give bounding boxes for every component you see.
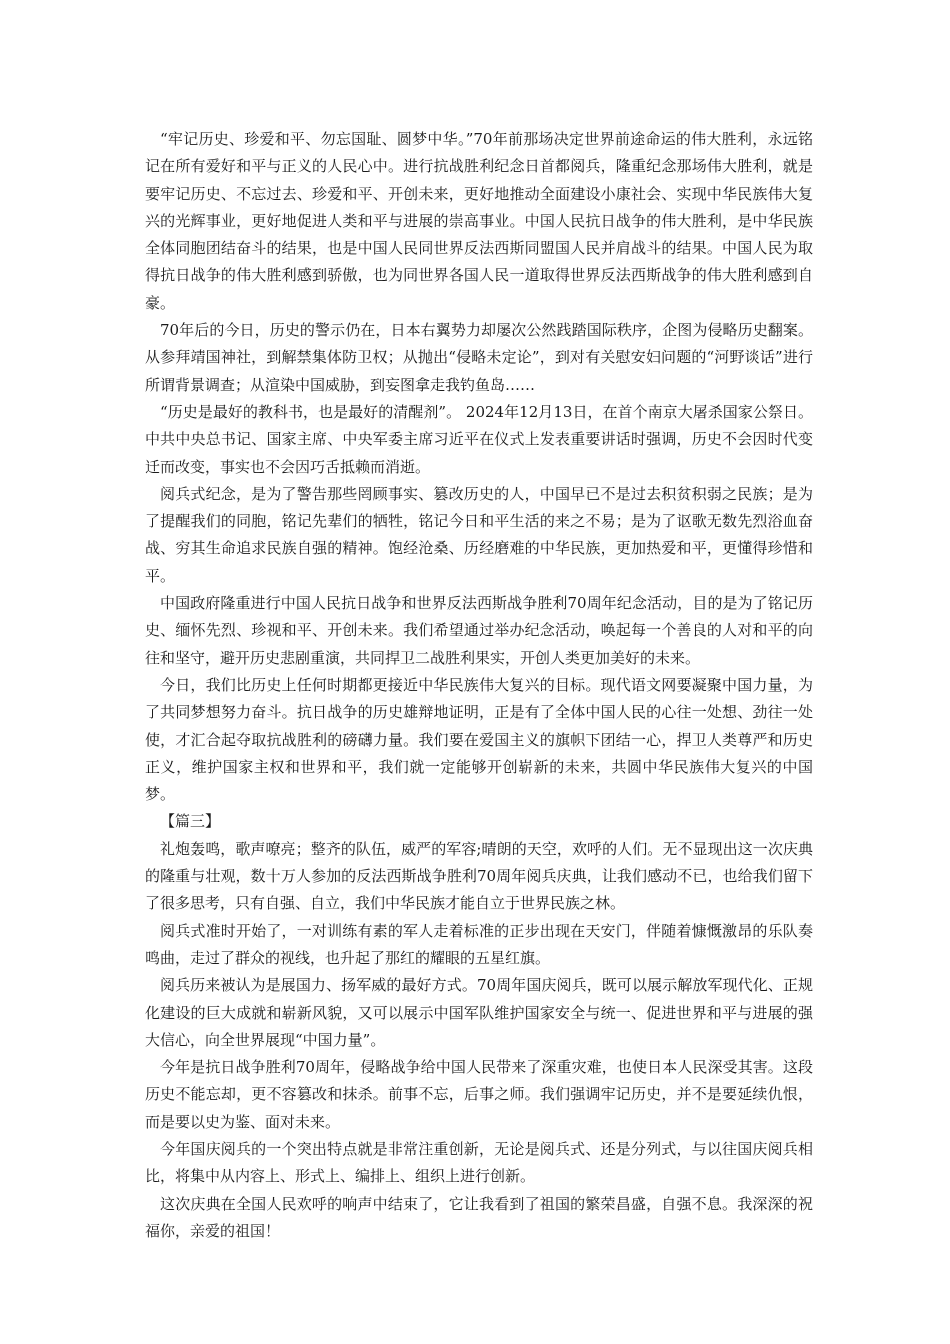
paragraph-parade-significance: 阅兵历来被认为是展国力、扬军威的最好方式。70周年国庆阅兵，既可以展示解放军现代化、正规化建设的巨大成就和崭新风貌，又可以展示中国军队维护国家安全与统一、促进世界和平与进展的强大信心，向全世界展现“中国力量”。 xyxy=(145,976,813,1049)
paragraph-parade-innovation: 今年国庆阅兵的一个突出特点就是非常注重创新，无论是阅兵式、还是分列式，与以往国庆阅兵相比，将集中从内容上、形式上、编排上、组织上进行创新。 xyxy=(145,1139,813,1186)
paragraph-closing-blessing: 这次庆典在全国人民欢呼的响声中结束了，它让我看到了祖国的繁荣昌盛，自强不息。我深深的祝福你，亲爱的祖国！ xyxy=(145,1194,813,1240)
paragraph-historical-warning: 70年后的今日，历史的警示仍在，日本右翼势力却屡次公然践踏国际秩序，企图为侵略历史翻案。从参拜靖国神社，到解禁集体防卫权；从抛出“侵略未定论”，到对有关慰安妇问题的“河野谈话”进行所谓背景调查；从渲染中国威胁，到妄图拿走我钓鱼岛…… xyxy=(145,321,813,394)
section-heading: 【篇三】 xyxy=(160,812,221,831)
paragraph-anniversary-intro: “牢记历史、珍爱和平、勿忘国耻、圆梦中华。”70年前那场决定世界前途命运的伟大胜利，永远铭记在所有爱好和平与正义的人民心中。进行抗战胜利纪念日首都阅兵，隆重纪念那场伟大胜利，就是要牢记历史、不忘过去、珍爱和平、开创未来，更好地推动全面建设小康社会、实现中华民族伟大复兴的光辉事业，更好地促进人类和平与进展的崇高事业。中国人民抗日战争的伟大胜利，是中华民族全体同胞团结奋斗的结果，也是中国人民同世界反法西斯同盟国人民并肩战斗的结果。中国人民为取得抗日战争的伟大胜利感到骄傲，也为同世界各国人民一道取得世界反法西斯战争的伟大胜利感到自豪。 xyxy=(145,130,813,312)
paragraph-remember-history: 今年是抗日战争胜利70周年，侵略战争给中国人民带来了深重灾难，也使日本人民深受其害。这段历史不能忘却，更不容篡改和抹杀。前事不忘，后事之师。我们强调牢记历史，并不是要延续仇恨，而是要以史为鉴、面对未来。 xyxy=(145,1058,813,1131)
paragraph-national-rejuvenation: 今日，我们比历史上任何时期都更接近中华民族伟大复兴的目标。现代语文网要凝聚中国力量，为了共同梦想努力奋斗。抗日战争的历史雄辩地证明，正是有了全体中国人民的心往一处想、劲往一处使，才汇合起夺取抗战胜利的磅礴力量。我们要在爱国主义的旗帜下团结一心，捍卫人类尊严和历史正义，维护国家主权和世界和平，我们就一定能够开创崭新的未来，共圆中华民族伟大复兴的中国梦。 xyxy=(145,675,813,804)
paragraph-salute-ceremony: 礼炮轰鸣，歌声嘹亮；整齐的队伍，威严的军容;晴朗的天空，欢呼的人们。无不显现出这一次庆典的隆重与壮观，数十万人参加的反法西斯战争胜利70周年阅兵庆典，让我们感动不已，也给我们留下了很多思考，只有自强、自立，我们中华民族才能自立于世界民族之林。 xyxy=(145,839,813,913)
document-page xyxy=(145,126,813,1245)
paragraph-parade-begins: 阅兵式准时开始了，一对训练有素的军人走着标准的正步出现在天安门，伴随着慷慨激昂的乐队奏鸣曲，走过了群众的视线，也升起了那红的耀眼的五星红旗。 xyxy=(145,921,813,967)
paragraph-parade-purpose: 阅兵式纪念，是为了警告那些罔顾事实、篡改历史的人，中国早已不是过去积贫积弱之民族；是为了提醒我们的同胞，铭记先辈们的牺牲，铭记今日和平生活的来之不易；是为了讴歌无数先烈浴血奋战、穷其生命追求民族自强的精神。饱经沧桑、历经磨难的中华民族，更加热爱和平，更懂得珍惜和平。 xyxy=(145,484,813,585)
paragraph-government-commemoration: 中国政府隆重进行中国人民抗日战争和世界反法西斯战争胜利70周年纪念活动，目的是为了铭记历史、缅怀先烈、珍视和平、开创未来。我们希望通过举办纪念活动，唤起每一个善良的人对和平的向往和坚守，避开历史悲剧重演，共同捍卫二战胜利果实，开创人类更加美好的未来。 xyxy=(145,594,813,667)
paragraph-history-textbook: “历史是最好的教科书，也是最好的清醒剂”。 2024年12月13日，在首个南京大屠杀国家公祭日。中共中央总书记、国家主席、中央军委主席习近平在仪式上发表重要讲话时强调，历史不会因时代变迁而改变，事实也不会因巧舌抵赖而消逝。 xyxy=(145,402,813,476)
